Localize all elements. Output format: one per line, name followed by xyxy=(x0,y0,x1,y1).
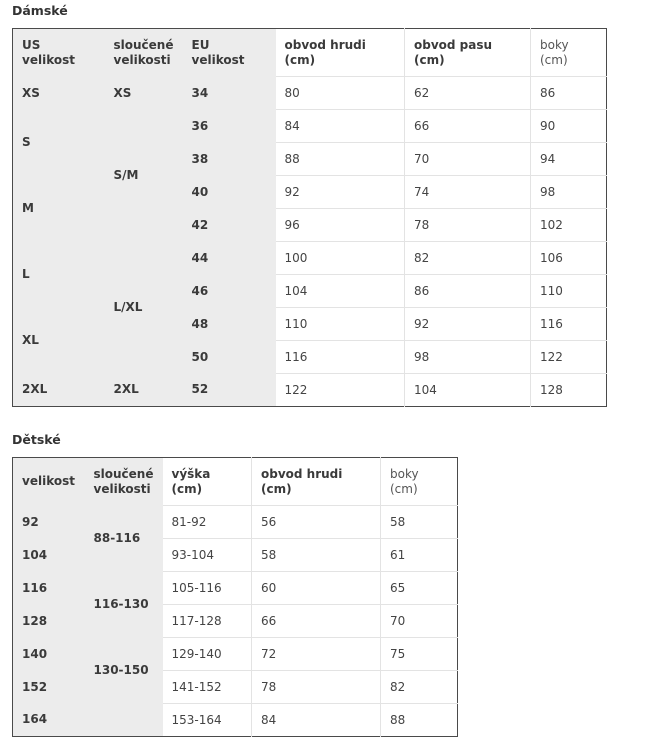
hips-cell: 94 xyxy=(531,143,607,176)
table-row xyxy=(13,308,607,341)
us-size-cell: M xyxy=(13,176,105,242)
eu-size-cell: 42 xyxy=(183,209,276,242)
us-size-cell: XL xyxy=(13,308,105,374)
merged-size-cell: L/XL xyxy=(105,242,183,374)
chest-cell: 96 xyxy=(276,209,405,242)
table-row xyxy=(13,638,458,671)
waist-cell: 98 xyxy=(405,341,531,374)
table-row xyxy=(13,176,607,209)
hips-cell: 82 xyxy=(381,671,458,704)
section-title-kids: Dětské xyxy=(12,432,61,447)
chest-cell: 122 xyxy=(284,382,308,397)
table-row xyxy=(13,605,458,638)
size-cell: 152 xyxy=(13,671,85,704)
size-cell: 92 xyxy=(13,506,85,539)
eu-size-cell: 46 xyxy=(183,275,276,308)
chest-cell: 66 xyxy=(252,605,381,638)
chest-cell: 60 xyxy=(252,572,381,605)
column-header-merged-sizes: sloučené velikosti xyxy=(85,458,163,506)
hips-cell: 70 xyxy=(381,605,458,638)
column-header-waist: obvod pasu (cm) xyxy=(405,29,531,77)
waist-cell: 66 xyxy=(405,110,531,143)
hips-cell: 58 xyxy=(381,506,458,539)
height-cell: 153-164 xyxy=(171,712,222,727)
chest-cell: 80 xyxy=(276,77,405,110)
us-size-cell: S xyxy=(13,110,105,176)
hips-cell: 106 xyxy=(531,242,607,275)
merged-size-cell: 2XL xyxy=(105,374,183,407)
column-header-chest: obvod hrudi (cm) xyxy=(252,458,381,506)
merged-size-cell: XS xyxy=(105,77,183,110)
column-header-size: velikost xyxy=(13,458,85,506)
size-cell: 164 xyxy=(13,704,85,737)
size-cell: 128 xyxy=(13,605,85,638)
column-header-hips: boky (cm) xyxy=(531,29,607,77)
height-cell: 105-116 xyxy=(163,572,252,605)
column-header-chest: obvod hrudi (cm) xyxy=(276,29,405,77)
waist-cell: 92 xyxy=(405,308,531,341)
chest-cell: 84 xyxy=(252,704,381,737)
waist-cell: 82 xyxy=(405,242,531,275)
us-size-cell: L xyxy=(13,242,105,308)
column-header-eu-size: EU velikost xyxy=(183,29,276,77)
chest-cell: 58 xyxy=(252,539,381,572)
table-header-row xyxy=(13,29,607,77)
height-cell: 93-104 xyxy=(163,539,252,572)
hips-cell: 102 xyxy=(531,209,607,242)
height-cell: 141-152 xyxy=(163,671,252,704)
hips-cell: 98 xyxy=(531,176,607,209)
hips-cell: 128 xyxy=(531,374,607,407)
table-row xyxy=(13,242,607,275)
merged-size-cell: 88-116 xyxy=(85,506,163,572)
kids-size-table xyxy=(12,457,458,737)
waist-cell: 78 xyxy=(405,209,531,242)
women-size-table xyxy=(12,28,607,407)
size-cell: 104 xyxy=(13,539,85,572)
size-cell: 116 xyxy=(13,572,85,605)
chest-cell: 78 xyxy=(252,671,381,704)
chest-cell: 116 xyxy=(276,341,405,374)
table-row xyxy=(13,506,458,539)
merged-size-cell: 130-150 xyxy=(85,638,163,704)
waist-cell: 74 xyxy=(405,176,531,209)
hips-cell: 75 xyxy=(381,638,458,671)
chest-cell: 104 xyxy=(276,275,405,308)
table-row xyxy=(13,704,458,737)
column-header-hips: boky (cm) xyxy=(381,458,458,506)
column-header-us-size: US velikost xyxy=(13,29,105,77)
eu-size-cell: 38 xyxy=(183,143,276,176)
chest-cell: 100 xyxy=(276,242,405,275)
table-row xyxy=(13,572,458,605)
merged-size-cell-empty xyxy=(85,704,163,737)
hips-cell: 110 xyxy=(531,275,607,308)
merged-size-cell: 116-130 xyxy=(85,572,163,638)
hips-cell: 90 xyxy=(531,110,607,143)
eu-size-cell: 44 xyxy=(183,242,276,275)
column-header-merged-sizes: sloučené velikosti xyxy=(105,29,183,77)
table-row xyxy=(13,374,607,407)
column-header-height: výška (cm) xyxy=(163,458,252,506)
us-size-cell: 2XL xyxy=(13,374,105,407)
hips-cell: 65 xyxy=(381,572,458,605)
table-header-row xyxy=(13,458,458,506)
eu-size-cell: 40 xyxy=(183,176,276,209)
table-row xyxy=(13,671,458,704)
chest-cell: 110 xyxy=(276,308,405,341)
hips-cell: 61 xyxy=(381,539,458,572)
height-cell: 81-92 xyxy=(163,506,252,539)
hips-cell: 122 xyxy=(531,341,607,374)
table-row xyxy=(13,77,607,110)
chest-cell: 84 xyxy=(276,110,405,143)
size-cell: 140 xyxy=(13,638,85,671)
waist-cell: 86 xyxy=(405,275,531,308)
height-cell: 129-140 xyxy=(163,638,252,671)
us-size-cell: XS xyxy=(13,77,105,110)
hips-cell: 88 xyxy=(381,704,458,737)
hips-cell: 116 xyxy=(531,308,607,341)
chest-cell: 56 xyxy=(252,506,381,539)
chest-cell: 72 xyxy=(252,638,381,671)
chest-cell: 88 xyxy=(276,143,405,176)
hips-cell: 86 xyxy=(531,77,607,110)
height-cell: 117-128 xyxy=(163,605,252,638)
table-row xyxy=(13,110,607,143)
waist-cell: 70 xyxy=(405,143,531,176)
section-title-women: Dámské xyxy=(12,3,68,18)
waist-cell: 104 xyxy=(405,374,531,407)
eu-size-cell: 52 xyxy=(183,374,276,407)
eu-size-cell: 50 xyxy=(183,341,276,374)
table-row xyxy=(13,539,458,572)
eu-size-cell: 36 xyxy=(183,110,276,143)
waist-cell: 62 xyxy=(405,77,531,110)
merged-size-cell: S/M xyxy=(105,110,183,242)
eu-size-cell: 34 xyxy=(183,77,276,110)
eu-size-cell: 48 xyxy=(183,308,276,341)
chest-cell: 92 xyxy=(276,176,405,209)
